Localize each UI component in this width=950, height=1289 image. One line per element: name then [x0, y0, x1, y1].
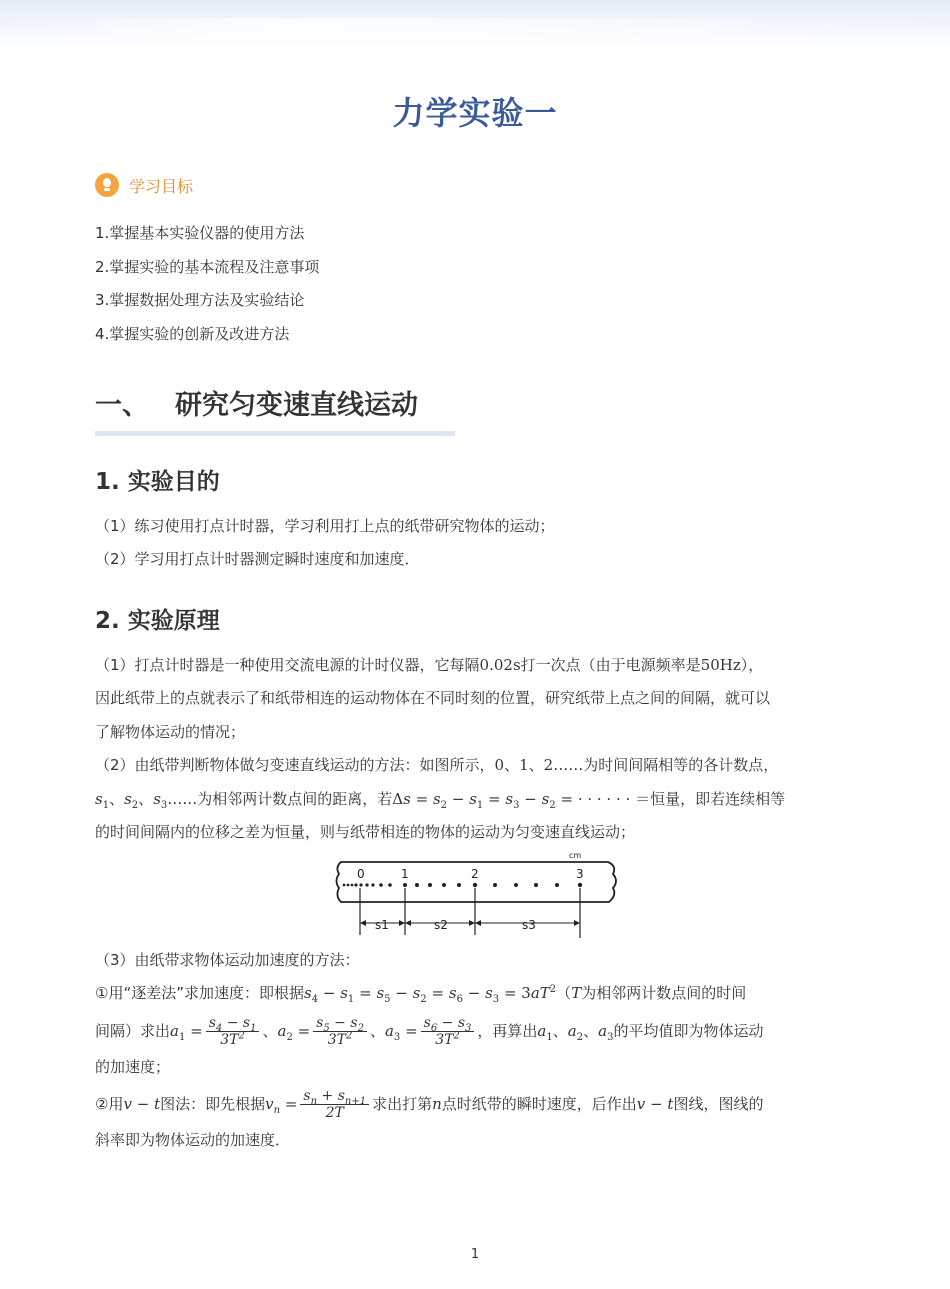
method-line: 的加速度；	[95, 1057, 171, 1076]
objectives-label: 学习目标	[129, 176, 194, 196]
objective-item: 4.掌握实验的创新及改进方法	[95, 324, 290, 343]
method-heading: （3）由纸带求物体运动加速度的方法：	[95, 951, 360, 969]
tape-segment-label: s3	[522, 918, 536, 932]
principle-line: 了解物体运动的情况；	[95, 722, 246, 741]
principle-line: $s_1$、$s_2$、$s_3\dots\dots$为相邻两计数点间的距离，若$\Delta s = s_2 - s_1 = s_3 - s_2$ = · · · · · · ＝恒量，即若连续相等	[95, 789, 786, 811]
lightbulb-icon	[95, 173, 119, 197]
tape-point-label: 2	[471, 867, 479, 881]
tape-point-label: 0	[357, 867, 365, 881]
page-number: 1	[470, 1247, 480, 1262]
method-line: 间隔）求出$a_1$ = $\frac{s_4 - s_1}{3T^2}$ 、$a_2$ = $\frac{s_5 - s_2}{3T^2}$ 、$a_3$ = $\frac{s_6 - s_3}{3T^2}$ ，再算出$a_1$、$a_2$、$a_3$的平均值即为物体运动	[95, 1014, 764, 1048]
ticker-tape-figure	[333, 850, 623, 940]
tape-segment-label: s1	[375, 918, 389, 932]
document-title: 力学实验一	[392, 94, 558, 132]
principle-line: （2）由纸带判断物体做匀变速直线运动的方法：如图所示，0、1、2……为时间间隔相等的各计数点，	[95, 756, 779, 775]
section-number: 一、	[95, 390, 149, 421]
section-heading	[95, 383, 418, 422]
objective-item: 3.掌握数据处理方法及实验结论	[95, 291, 305, 309]
purpose-heading: 1. 实验目的	[95, 469, 220, 495]
tape-unit: cm	[569, 851, 582, 860]
purpose-line: （1）练习使用打点计时器，学习利用打上点的纸带研究物体的运动；	[95, 517, 555, 535]
principle-heading: 2. 实验原理	[95, 608, 220, 634]
method-line: ①用“逐差法”求加速度：即根据$s_4 - s_1 = s_5 - s_2 = s_6 - s_3 = 3aT^2(T$为相邻两计数点间的时间	[95, 984, 747, 1006]
header-band	[0, 0, 950, 48]
tape-point-label: 3	[576, 867, 584, 881]
objectives-list	[95, 217, 319, 351]
purpose-line: （2）学习用打点计时器测定瞬时速度和加速度．	[95, 550, 420, 569]
acceleration-methods	[95, 944, 855, 1158]
objective-item: 1.掌握基本实验仪器的使用方法	[95, 224, 305, 242]
method-line: 斜率即为物体运动的加速度．	[95, 1131, 291, 1150]
objective-item: 2.掌握实验的基本流程及注意事项	[95, 257, 320, 276]
tape-point-label: 1	[401, 867, 409, 881]
principle-text	[95, 649, 855, 849]
principle-line: 因此纸带上的点就表示了和纸带相连的运动物体在不同时刻的位置，研究纸带上点之间的间隔，就可以	[95, 689, 771, 708]
tape-segment-label: s2	[434, 918, 448, 932]
principle-line: （1）打点计时器是一种使用交流电源的计时仪器，它每隔0.02s打一次点（由于电源频率是50Hz），	[95, 656, 764, 674]
objectives-heading	[95, 172, 193, 198]
principle-line: 的时间间隔内的位移之差为恒量，则与纸带相连的物体的运动为匀变速直线运动；	[95, 823, 636, 842]
purpose-text	[95, 510, 855, 577]
method-line: ②用v − t图法：即先根据$v_n$ = $\frac{s_n + s_{n+1}}{2T}$ 求出打第n点时纸带的瞬时速度，后作出v − t图线，图线的	[95, 1088, 764, 1122]
section-underline	[95, 431, 455, 436]
section-title: 研究匀变速直线运动	[175, 390, 418, 421]
